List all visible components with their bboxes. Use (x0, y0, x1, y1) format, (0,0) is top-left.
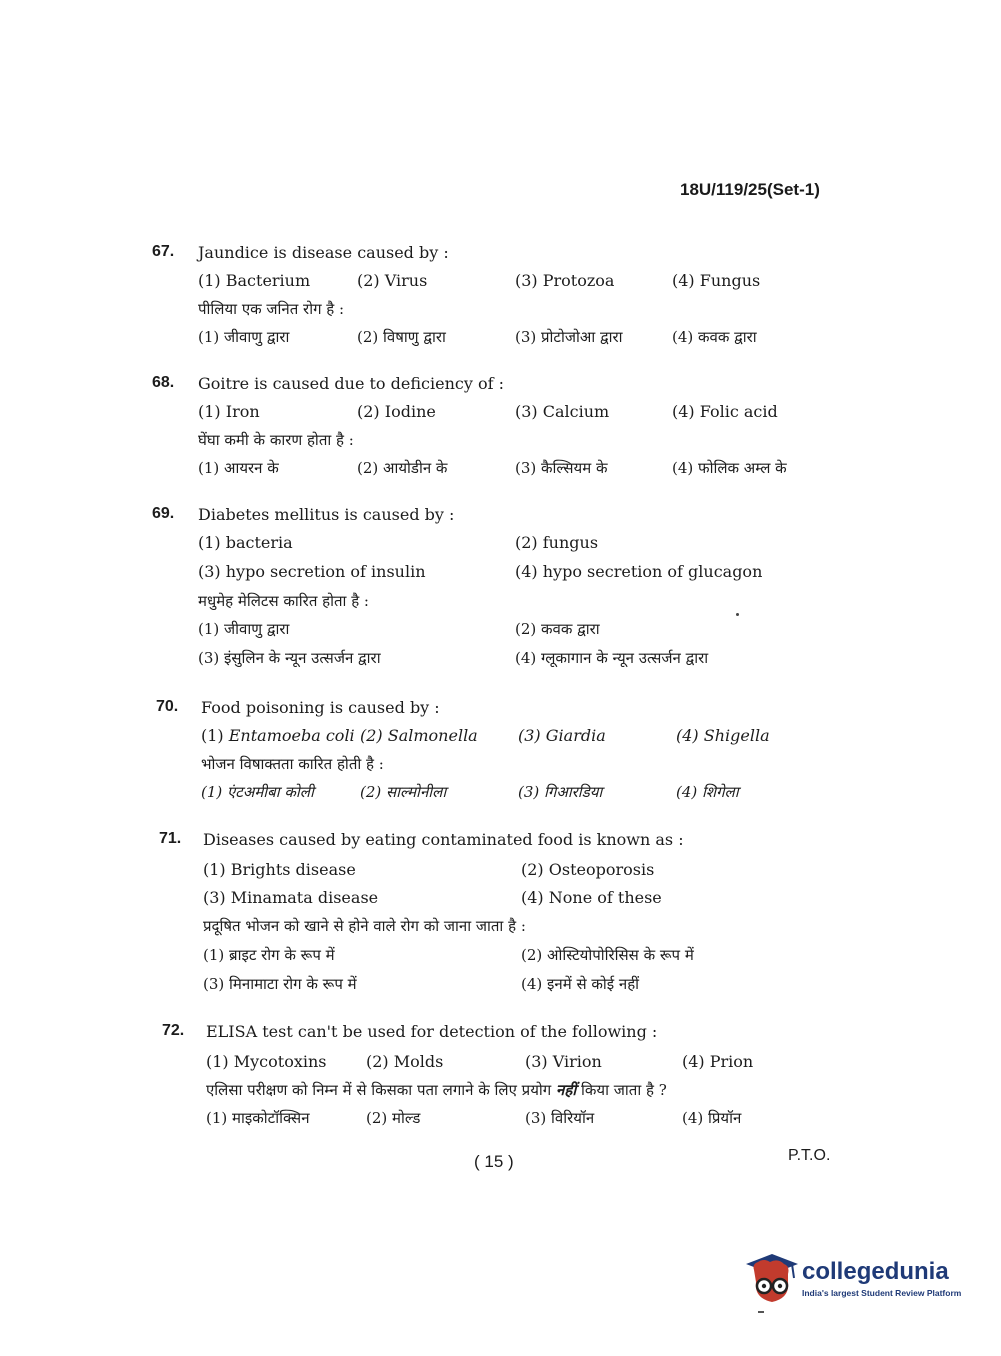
question-text-en: ELISA test can't be used for detection of the following : (206, 1022, 658, 1041)
option-3-hi: (3) कैल्सियम के (515, 459, 608, 477)
options-en (0, 271, 1001, 295)
option-1-en: (1) Mycotoxins (206, 1052, 327, 1071)
option-3-en: (3) Protozoa (515, 271, 615, 290)
question-text-en: Goitre is caused due to deficiency of : (198, 374, 504, 393)
question-text-hi-before: एलिसा परीक्षण को निम्न में से किसका पता लगाने के लिए प्रयोग (206, 1081, 552, 1099)
option-4-hi: (4) फोलिक अम्ल के (672, 459, 787, 477)
options-hi (0, 327, 1001, 351)
options-en-row-2 (0, 888, 1001, 912)
option-1-en: (1) Bacterium (198, 271, 311, 290)
question-text-hi-line (0, 754, 1001, 778)
brand-tagline: India's largest Student Review Platform (802, 1288, 962, 1298)
option-2-en: (2) fungus (515, 533, 599, 552)
option-1-en-text: Entamoeba coli (228, 726, 355, 745)
page-number: ( 15 ) (474, 1152, 514, 1171)
question-text-hi: भोजन विषाक्तता कारित होती है : (201, 755, 384, 773)
scan-speck (736, 613, 739, 616)
option-2-en: (2) Iodine (357, 402, 436, 421)
option-4-en: (4) Prion (682, 1052, 754, 1071)
brand-name: collegedunia (802, 1258, 949, 1285)
option-2-hi: (2) आयोडीन के (357, 459, 448, 477)
options-hi-row-1 (0, 619, 1001, 643)
options-hi (0, 782, 1001, 806)
option-2-hi: (2) विषाणु द्वारा (357, 328, 446, 346)
option-1-hi: (1) ब्राइट रोग के रूप में (203, 946, 335, 964)
option-1-en: (1) Brights disease (203, 860, 356, 879)
question-text-hi-line (0, 430, 1001, 454)
option-1-hi: (1) जीवाणु द्वारा (198, 620, 290, 638)
question-text-en: Food poisoning is caused by : (201, 698, 440, 717)
question-text-hi-line (0, 299, 1001, 323)
question-number: 70. (156, 698, 179, 715)
question-text-hi: घेंघा कमी के कारण होता है : (198, 431, 354, 449)
option-3-hi: (3) गिआरडिया (518, 783, 603, 801)
option-3-hi: (3) विरियॉन (525, 1109, 595, 1127)
option-1-en: (1) Iron (198, 402, 260, 421)
question-text-en: Diabetes mellitus is caused by : (198, 505, 455, 524)
pto-label: P.T.O. (788, 1147, 831, 1164)
question-text-hi: पीलिया एक जनित रोग है : (198, 300, 345, 318)
option-3-en: (3) Minamata disease (203, 888, 379, 907)
question-number: 68. (152, 374, 175, 391)
option-3-en: (3) Calcium (515, 402, 610, 421)
option-2-hi: (2) साल्मोनीला (360, 783, 447, 801)
option-2-hi: (2) ओस्टियोपोरिसिस के रूप में (521, 946, 694, 964)
options-en-row-1 (0, 860, 1001, 884)
option-2-en: (2) Virus (357, 271, 428, 290)
options-hi-row-1 (0, 945, 1001, 969)
question-text-hi: मधुमेह मेलिटस कारित होता है : (198, 592, 369, 610)
option-1-hi: (1) जीवाणु द्वारा (198, 328, 290, 346)
set-code: 18U/119/25(Set-1) (680, 180, 820, 199)
brand-watermark[interactable] (744, 1252, 974, 1312)
option-3-hi: (3) प्रोटोजोआ द्वारा (515, 328, 623, 346)
option-3-hi: (3) इंसुलिन के न्यून उत्सर्जन द्वारा (198, 649, 381, 667)
question-text-hi (206, 1080, 667, 1100)
option-2-hi: (2) मोल्ड (366, 1109, 421, 1127)
question-text-hi-after: किया जाता है ? (581, 1081, 667, 1099)
option-4-en: (4) Fungus (672, 271, 761, 290)
option-1-en: (1) bacteria (198, 533, 293, 552)
option-1-hi: (1) आयरन के (198, 459, 279, 477)
options-en (0, 1052, 1001, 1076)
option-2-en: (2) Molds (366, 1052, 444, 1071)
option-4-en: (4) None of these (521, 888, 662, 907)
question-text-hi-line (0, 916, 1001, 940)
question-text-hi: प्रदूषित भोजन को खाने से होने वाले रोग को जाना जाता है : (203, 917, 526, 935)
question-number: 67. (152, 243, 175, 260)
option-4-hi: (4) ग्लूकागान के न्यून उत्सर्जन द्वारा (515, 649, 709, 667)
options-hi (0, 1108, 1001, 1132)
brand-mascot-icon (744, 1252, 800, 1310)
scan-mark (758, 1311, 764, 1313)
option-1-hi: (1) एंटअमीबा कोली (201, 783, 314, 801)
option-3-en (518, 726, 606, 745)
options-hi-row-2 (0, 974, 1001, 998)
options-hi-row-2 (0, 648, 1001, 672)
option-1-en: (1) Entamoeba coli (201, 726, 355, 745)
option-4-en: (4) Folic acid (672, 402, 778, 421)
option-2-en (360, 726, 478, 745)
question-text-hi-emphasis: नहीं (556, 1081, 577, 1099)
option-4-en (676, 726, 770, 745)
question-text-en: Diseases caused by eating contaminated food is known as : (203, 830, 684, 849)
option-3-en-text: (3) Giardia (518, 726, 606, 745)
option-2-en-text: (2) Salmonella (360, 726, 478, 745)
option-4-hi: (4) प्रियॉन (682, 1109, 742, 1127)
option-2-en: (2) Osteoporosis (521, 860, 655, 879)
option-3-hi: (3) मिनामाटा रोग के रूप में (203, 975, 357, 993)
question-number: 71. (159, 830, 182, 847)
question-number: 69. (152, 505, 175, 522)
question-text-en: Jaundice is disease caused by : (198, 243, 449, 262)
option-1-hi: (1) माइकोटॉक्सिन (206, 1109, 310, 1127)
options-en-row-1 (0, 533, 1001, 557)
options-en (0, 402, 1001, 426)
options-en (0, 726, 1001, 750)
option-4-hi: (4) शिगेला (676, 783, 739, 801)
option-4-en: (4) hypo secretion of glucagon (515, 562, 763, 581)
question-number: 72. (162, 1022, 185, 1039)
option-2-hi: (2) कवक द्वारा (515, 620, 600, 638)
question-text-hi-line (0, 1080, 1001, 1104)
options-hi (0, 458, 1001, 482)
options-en-row-2 (0, 562, 1001, 586)
option-4-hi: (4) इनमें से कोई नहीं (521, 975, 640, 993)
option-3-en: (3) Virion (525, 1052, 602, 1071)
option-3-en: (3) hypo secretion of insulin (198, 562, 426, 581)
question-text-hi-line (0, 591, 1001, 615)
option-4-en-text: (4) Shigella (676, 726, 770, 745)
option-4-hi: (4) कवक द्वारा (672, 328, 757, 346)
